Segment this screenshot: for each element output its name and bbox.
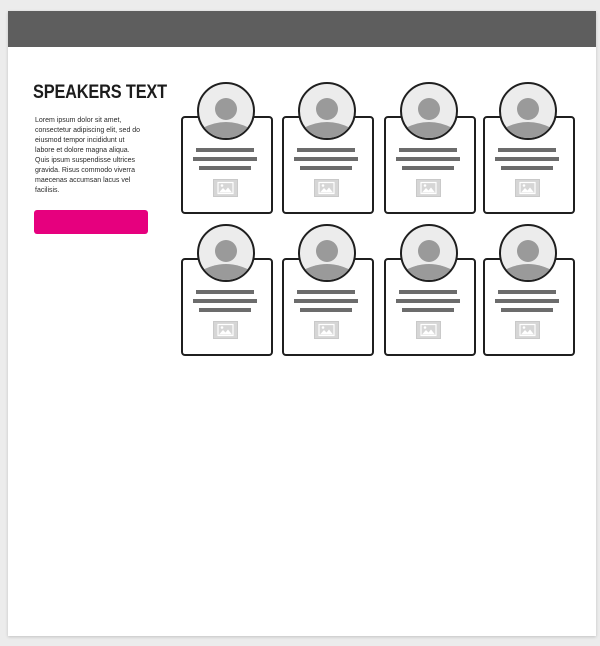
- speaker-card[interactable]: [282, 82, 382, 217]
- image-placeholder-icon: [213, 179, 238, 197]
- user-avatar-icon: [400, 82, 458, 140]
- image-placeholder-icon: [515, 321, 540, 339]
- speaker-card[interactable]: [181, 82, 281, 217]
- user-avatar-icon: [499, 224, 557, 282]
- text-placeholder-line: [399, 290, 457, 294]
- text-placeholder-line: [495, 157, 559, 161]
- user-avatar-icon: [298, 224, 356, 282]
- text-placeholder-line: [196, 290, 254, 294]
- text-placeholder-line: [399, 148, 457, 152]
- speaker-card[interactable]: [282, 224, 382, 359]
- image-placeholder-icon: [314, 321, 339, 339]
- text-placeholder-line: [297, 148, 355, 152]
- speaker-card[interactable]: [483, 224, 583, 359]
- user-avatar-icon: [400, 224, 458, 282]
- user-avatar-icon: [499, 82, 557, 140]
- text-placeholder-line: [193, 299, 257, 303]
- page-title: SPEAKERS TEXT: [33, 82, 167, 103]
- speaker-card[interactable]: [181, 224, 281, 359]
- text-placeholder-line: [300, 166, 352, 170]
- text-placeholder-line: [402, 166, 454, 170]
- image-placeholder-icon: [515, 179, 540, 197]
- cta-button[interactable]: [34, 210, 148, 234]
- speaker-card[interactable]: [384, 82, 484, 217]
- image-placeholder-icon: [213, 321, 238, 339]
- intro-text: Lorem ipsum dolor sit amet, consectetur adipiscing elit, sed do eiusmod tempor incididunt ut labore et dolore magna aliqua. Quis ipsum suspendisse ultrices gravida. Risus commodo viverra maecenas accumsan lacus vel facilisis.: [35, 117, 141, 194]
- image-placeholder-icon: [416, 321, 441, 339]
- text-placeholder-line: [501, 308, 553, 312]
- image-placeholder-icon: [416, 179, 441, 197]
- text-placeholder-line: [501, 166, 553, 170]
- speaker-card[interactable]: [384, 224, 484, 359]
- image-placeholder-icon: [314, 179, 339, 197]
- text-placeholder-line: [495, 299, 559, 303]
- text-placeholder-line: [297, 290, 355, 294]
- text-placeholder-line: [396, 157, 460, 161]
- text-placeholder-line: [193, 157, 257, 161]
- text-placeholder-line: [294, 299, 358, 303]
- text-placeholder-line: [199, 308, 251, 312]
- intro-panel: [33, 82, 167, 234]
- text-placeholder-line: [498, 148, 556, 152]
- user-avatar-icon: [298, 82, 356, 140]
- text-placeholder-line: [199, 166, 251, 170]
- user-avatar-icon: [197, 224, 255, 282]
- speaker-card[interactable]: [483, 82, 583, 217]
- text-placeholder-line: [498, 290, 556, 294]
- text-placeholder-line: [402, 308, 454, 312]
- header-bar: [8, 11, 596, 47]
- text-placeholder-line: [396, 299, 460, 303]
- text-placeholder-line: [300, 308, 352, 312]
- text-placeholder-line: [196, 148, 254, 152]
- text-placeholder-line: [294, 157, 358, 161]
- user-avatar-icon: [197, 82, 255, 140]
